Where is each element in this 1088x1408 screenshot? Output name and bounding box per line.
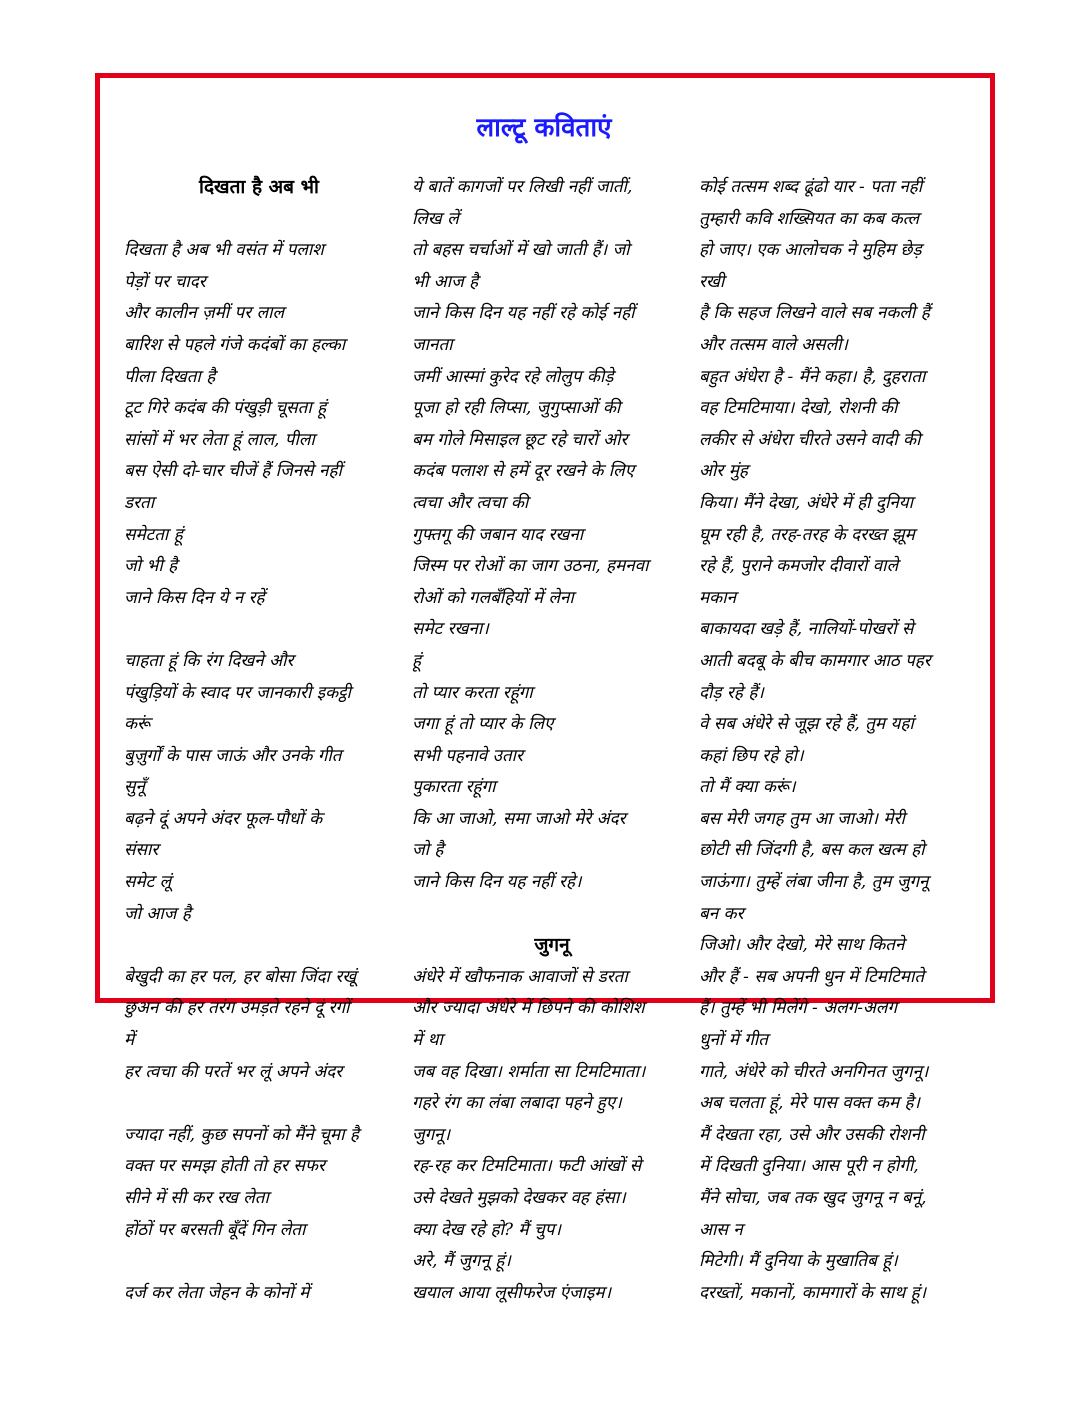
poem-line: अब चलता हूं, मेरे पास वक्त कम है। xyxy=(699,1093,920,1114)
poem-line: डरता xyxy=(124,492,155,513)
poem-line: तो प्यार करता रहूंगा xyxy=(412,682,533,703)
poem-line: अरे, मैं जुगनू हूं। xyxy=(412,1251,511,1272)
stanza-break xyxy=(412,899,692,931)
poem-line: जो भी है xyxy=(124,556,178,577)
poem-line: मिटेगी। मैं दुनिया के मुखातिब हूं। xyxy=(699,1251,898,1272)
poem-line: लकीर से अंधेरा चीरते उसने वादी की xyxy=(699,429,921,450)
poem-line: उसे देखते मुझको देखकर वह हंसा। xyxy=(412,1188,626,1208)
poem-title: जुगनू xyxy=(534,934,570,957)
poem-line: सभी पहनावे उतार xyxy=(412,745,523,766)
poem-line: करूं xyxy=(124,714,151,735)
poem-line: बस ऐसी दो-चार चीजें हैं जिनसे नहीं xyxy=(124,461,342,482)
poem-line: तो बहस चर्चाओं में खो जाती हैं। जो xyxy=(412,240,630,261)
poem-line: हो जाए। एक आलोचक ने मुहिम छेड़ xyxy=(699,240,922,261)
poem-line: जो आज है xyxy=(124,903,191,924)
poem-line: दरख्तों, मकानों, कामगारों के साथ हूं। xyxy=(699,1282,927,1303)
poem-line: बेखुदी का हर पल, हर बोसा जिंदा रखूं xyxy=(124,966,357,987)
poem-line: दौड़ रहे हैं। xyxy=(699,682,764,703)
poem-line: जाऊंगा। तुम्हें लंबा जीना है, तुम जुगनू xyxy=(699,872,929,893)
poem-line: मैं देखता रहा, उसे और उसकी रोशनी xyxy=(699,1124,925,1145)
poem-line: ओर मुंह xyxy=(699,461,748,482)
poem-line: है कि सहज लिखने वाले सब नकली हैं xyxy=(699,303,930,324)
poem-line: बुज़ुर्गों के पास जाऊं और उनके गीत xyxy=(124,745,342,766)
poem-line: जिस्म पर रोओं का जाग उठना, हमनवा xyxy=(412,556,649,577)
poem-line: कोई तत्सम शब्द ढूंढो यार - पता नहीं xyxy=(699,177,923,197)
stanza-break xyxy=(124,930,394,962)
poem-line: सीने में सी कर रख लेता xyxy=(124,1188,269,1208)
poem-line: गाते, अंधेरे को चीरते अनगिनत जुगनू। xyxy=(699,1061,929,1082)
poem-line: और तत्सम वाले असली। xyxy=(699,334,848,355)
poem-line: जानता xyxy=(412,334,453,355)
poem-line: में दिखती दुनिया। आस पूरी न होगी, xyxy=(699,1156,919,1177)
poem-line: बस मेरी जगह तुम आ जाओ। मेरी xyxy=(699,808,905,829)
poem-line: मकान xyxy=(699,587,737,608)
poem-line: छोटी सी जिंदगी है, बस कल खत्म हो xyxy=(699,840,925,861)
poem-line: जाने किस दिन ये न रहें xyxy=(124,587,265,608)
poem-title: दिखता है अब भी xyxy=(199,176,319,198)
poem-line: त्वचा और त्वचा की xyxy=(412,492,529,513)
poem-line: बम गोले मिसाइल छूट रहे चारों ओर xyxy=(412,429,628,450)
poem-line: जाने किस दिन यह नहीं रहे। xyxy=(412,872,582,893)
poem-line: अंधेरे में खौफनाक आवाजों से डरता xyxy=(412,966,628,987)
poem-line: घूम रही है, तरह-तरह के दरख्त झूम xyxy=(699,524,915,545)
poem-line: वह टिमटिमाया। देखो, रोशनी की xyxy=(699,398,898,419)
poem-line: जो है xyxy=(412,840,444,861)
poem-line: भी आज है xyxy=(412,271,479,292)
poem-line: लिख लें xyxy=(412,208,459,229)
poem-line: मैंने सोचा, जब तक खुद जुगनू न बनूं, xyxy=(699,1188,927,1208)
poem-line: समेट रखना। xyxy=(412,619,489,640)
poem-line: वक्त पर समझ होती तो हर सफर xyxy=(124,1156,325,1177)
poem-line: में xyxy=(124,1030,135,1051)
poem-line: बहुत अंधेरा है - मैंने कहा। है, दुहराता xyxy=(699,366,926,387)
poem-line: रह-रह कर टिमटिमाता। फटी आंखों से xyxy=(412,1156,642,1177)
poem-line: हर त्वचा की परतें भर लूं अपने अंदर xyxy=(124,1061,343,1082)
poem-line: समेटता हूं xyxy=(124,524,183,545)
stanza-break xyxy=(124,1246,394,1278)
poem-line: गहरे रंग का लंबा लबादा पहने हुए। xyxy=(412,1093,622,1114)
poem-line: खयाल आया लूसीफरेज एंजाइम। xyxy=(412,1282,612,1303)
poem-line: ये बातें कागजों पर लिखी नहीं जातीं, xyxy=(412,177,633,197)
poem-line: हैं। तुम्हें भी मिलेंगे - अलग-अलग xyxy=(699,998,898,1019)
poem-line: पूजा हो रही लिप्सा, जुगुप्साओं की xyxy=(412,398,621,419)
poem-line: दिखता है अब भी वसंत में पलाश xyxy=(124,240,324,261)
stanza-break xyxy=(124,204,394,236)
poem-line: छुअन की हर तरंग उमड़ते रहने दूं रगों xyxy=(124,998,350,1019)
poem-line: रोओं को गलबँहियों में लेना xyxy=(412,587,574,608)
poem-line: और ज्यादा अंधेरे में छिपने की कोशिश xyxy=(412,998,645,1019)
stanza-break xyxy=(124,1088,394,1120)
poem-line: टूट गिरे कदंब की पंखुड़ी चूसता हूं xyxy=(124,398,327,419)
poem-line: बन कर xyxy=(699,903,744,924)
poem-line: कि आ जाओ, समा जाओ मेरे अंदर xyxy=(412,808,626,829)
poem-line: जब वह दिखा। शर्माता सा टिमटिमाता। xyxy=(412,1061,646,1082)
poem-line: धुनों में गीत xyxy=(699,1030,768,1051)
poem-line: पुकारता रहूंगा xyxy=(412,777,496,798)
poem-line: सांसों में भर लेता हूं लाल, पीला xyxy=(124,429,315,450)
poem-line: कहां छिप रहे हो। xyxy=(699,745,804,766)
poem-line: जमीं आस्मां कुरेद रहे लोलुप कीड़े xyxy=(412,366,614,387)
poem-line: ज्यादा नहीं, कुछ सपनों को मैंने चूमा है xyxy=(124,1124,359,1145)
poem-line: क्या देख रहे हो? मैं चुप। xyxy=(412,1219,561,1240)
poem-line: गुफ्तगू की जबान याद रखना xyxy=(412,524,584,545)
poem-line: बढ़ने दूं अपने अंदर फूल-पौधों के xyxy=(124,808,323,829)
stanza-break xyxy=(124,614,394,646)
poem-line: किया। मैंने देखा, अंधेरे में ही दुनिया xyxy=(699,492,914,513)
poem-line: जुगनू। xyxy=(412,1124,451,1145)
poem-line: और हैं - सब अपनी धुन में टिमटिमाते xyxy=(699,966,925,987)
poem-line: आती बदबू के बीच कामगार आठ पहर xyxy=(699,650,931,671)
poem-line: जाने किस दिन यह नहीं रहे कोई नहीं xyxy=(412,303,635,324)
poem-line: तो मैं क्या करूं। xyxy=(699,777,796,798)
poem-line: दर्ज कर लेता जेहन के कोनों में xyxy=(124,1282,310,1303)
poem-line: रहे हैं, पुराने कमजोर दीवारों वाले xyxy=(699,556,899,577)
poem-line: पंखुड़ियों के स्वाद पर जानकारी इकट्ठी xyxy=(124,682,351,703)
poem-line: पेड़ों पर चादर xyxy=(124,271,206,292)
poem-column-3 xyxy=(699,172,981,1309)
poem-line: में था xyxy=(412,1030,443,1051)
poem-line: चाहता हूं कि रंग दिखने और xyxy=(124,650,294,671)
poem-line: और कालीन ज़मीं पर लाल xyxy=(124,303,285,324)
poem-line: होंठों पर बरसती बूँदें गिन लेता xyxy=(124,1219,306,1240)
poem-line: पीला दिखता है xyxy=(124,366,216,387)
poem-line: जिओ। और देखो, मेरे साथ कितने xyxy=(699,935,905,956)
poem-line: बारिश से पहले गंजे कदंबों का हल्का xyxy=(124,334,346,355)
poem-line: कदंब पलाश से हमें दूर रखने के लिए xyxy=(412,461,635,482)
poem-column-1 xyxy=(124,172,394,1309)
poem-line: बाकायदा खड़े हैं, नालियों-पोखरों से xyxy=(699,619,914,640)
poem-line: वे सब अंधेरे से जूझ रहे हैं, तुम यहां xyxy=(699,714,914,735)
poem-line: रखी xyxy=(699,271,725,292)
poem-line: तुम्हारी कवि शख्सियत का कब कत्ल xyxy=(699,208,919,229)
poem-line: सुनूँ xyxy=(124,777,145,798)
poem-line: हूं xyxy=(412,650,422,671)
poem-line: संसार xyxy=(124,840,159,861)
poem-line: समेट लूं xyxy=(124,872,172,893)
poem-line: जगा हूं तो प्यार के लिए xyxy=(412,714,554,735)
poem-column-2 xyxy=(412,172,692,1309)
poem-line: आस न xyxy=(699,1219,743,1240)
page-title: लाल्टू कविताएं xyxy=(476,113,612,143)
